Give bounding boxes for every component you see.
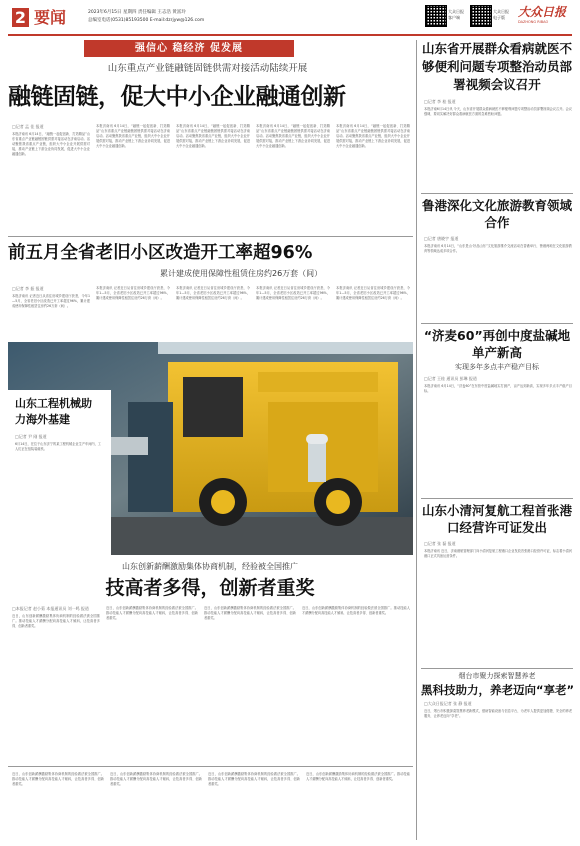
right-article2-body: 本报济南讯 6月14日，“山东是山·好品山东”文化旅游推介交流活动在香港举行，鲁港两地在文化旅游教育等领域达成多项合作。 [424,244,572,253]
innovation-body-col2: 近日，山东创新薪酬激励集体协商机制的经验做法被全国推广。推动技能人才薪酬分配向高技能人才倾斜，让技高者多得、创新者重奖。 [106,606,198,620]
right-article2-headline: 鲁港深化文化旅游教育领域合作 [421,198,572,230]
right-article5-headline: 黑科技助力，养老迈向“享老” [421,683,575,697]
innovation-headline: 技高者多得，创新者重奖 [105,577,315,599]
innovation-body-col4: 近日，山东创新薪酬激励集体协商机制的经验做法被全国推广。推动技能人才薪酬分配向高技能人才倾斜，让技高者多得、创新者重奖。 [302,606,410,615]
qr-caption-client: 大众日报 客户端 [448,9,464,20]
qr-code-client-icon [425,5,447,27]
qr-code-epaper-icon [470,5,492,27]
masthead [0,0,580,34]
slogan-text: 强信心 稳经济 促发展 [135,43,243,54]
right-divider-2 [421,323,573,324]
machinery-caption: 6月14日，在位于山东济宁的某工程机械企业生产车间内，工人们正在组装装载机。 [15,442,101,451]
lead-body-col4: 本报济南讯 6月14日，“融链一起促创新、打造精品”山东省重点产业链融链固链供需对接活动在济南启动。活动聚焦我省重点产业链，组织大中小企业开展供需对接，推动产业链上下游企业协同发展，促进大中小企业融通创新。 [256,124,330,148]
section-divider [8,236,413,237]
date-line: 2023年6月15日 星期四 责任编辑 王志浩 黄富玲 [88,10,186,15]
renovation-body-col5: 本报济南讯 记者近日从省住房城乡建设厅获悉，今年1—5月，全省老旧小区改造已开工率超过96%，累计建成使用保障性租赁住房约26万套（间）。 [336,286,410,300]
right-article3-headline: “济麦60”再创中度盐碱地单产新高 [423,328,571,360]
innovation-body: 近日，山东创新薪酬激励集体协商机制的经验做法被全国推广。推动技能人才薪酬分配向高技能人才倾斜，让技高者多得、创新者重奖。 [12,614,100,628]
right-article5-body: 近日，烟台市积极探索智慧养老新模式，借助智能设备与信息平台，为老年人提供更加便捷、安全的养老服务，让养老迈向“享老”。 [424,709,572,718]
right-article4-byline: □记者 张 磊 报道 [424,541,456,546]
right-divider-1 [421,193,573,194]
machinery-byline: □记者 尹 刚 报道 [15,434,47,439]
lead-headline: 融链固链，促大中小企业融通创新 [8,84,346,110]
right-article5-kicker: 烟台市聚力探索智慧养老 [458,672,536,680]
lead-byline: □记者 孟 佳 报道 [12,124,44,129]
renovation-body-col2: 本报济南讯 记者近日从省住房城乡建设厅获悉，今年1—5月，全省老旧小区改造已开工率超过96%，累计建成使用保障性租赁住房约26万套（间）。 [96,286,170,300]
machinery-headline: 山东工程机械助力海外基建 [15,397,92,426]
lead-body-col5: 本报济南讯 6月14日，“融链一起促创新、打造精品”山东省重点产业链融链固链供需对接活动在济南启动。活动聚焦我省重点产业链，组织大中小企业开展供需对接，推动产业链上下游企业协同发展，促进大中小企业融通创新。 [336,124,410,148]
renovation-byline: □记者 李 振 报道 [12,286,44,291]
bottom-divider [8,766,413,767]
innovation-footer-col4: 近日，山东创新薪酬激励集体协商机制的经验做法被全国推广。推动技能人才薪酬分配向高技能人才倾斜，让技高者多得、创新者重奖。 [306,772,410,781]
lead-body-col3: 本报济南讯 6月14日，“融链一起促创新、打造精品”山东省重点产业链融链固链供需对接活动在济南启动。活动聚焦我省重点产业链，组织大中小企业开展供需对接，推动产业链上下游企业协同发展，促进大中小企业融通创新。 [176,124,250,148]
column-separator [416,40,417,840]
right-article5-byline: □大众日报记者 张 静 报道 [424,701,472,706]
right-article2-byline: □记者 唐晓宇 报道 [424,236,459,241]
paper-logo [518,5,576,29]
right-divider-4 [421,668,573,669]
renovation-body-col4: 本报济南讯 记者近日从省住房城乡建设厅获悉，今年1—5月，全省老旧小区改造已开工率超过96%，累计建成使用保障性租赁住房约26万套（间）。 [256,286,330,300]
qr-caption-epaper: 大众日报 电子版 [493,9,509,20]
right-article3-subhead: 实现多年多点丰产稳产目标 [455,363,539,371]
lead-body: 本报济南讯 6月14日，“融链一起促创新、打造精品”山东省重点产业链融链固链供需对接活动在济南启动。活动聚焦我省重点产业链，组织大中小企业开展供需对接，推动产业链上下游企业协同发展，促进大中小企业融通创新。 [12,132,90,156]
right-article3-byline: □记者 王桂 通讯员 彭琳 报道 [424,376,477,381]
paper-logo-text: 大众日报 [518,5,567,19]
innovation-body-col3: 近日，山东创新薪酬激励集体协商机制的经验做法被全国推广。推动技能人才薪酬分配向高技能人才倾斜，让技高者多得、创新者重奖。 [204,606,296,620]
renovation-body-col3: 本报济南讯 记者近日从省住房城乡建设厅获悉，今年1—5月，全省老旧小区改造已开工率超过96%，累计建成使用保障性租赁住房约26万套（间）。 [176,286,250,300]
lead-kicker: 山东重点产业链融链固链供需对接活动陆续开展 [107,63,308,74]
renovation-subhead: 累计建成使用保障性租赁住房约26万套（间） [160,269,323,278]
renovation-body: 本报济南讯 记者近日从省住房城乡建设厅获悉，今年1—5月，全省老旧小区改造已开工率超过96%，累计建成使用保障性租赁住房约26万套（间）。 [12,294,90,308]
right-article1-headline: 山东省开展群众看病就医不够便利问题专项整治动员部署视频会议召开 [421,41,572,92]
innovation-byline: □本报记者 赵小菊 本报通讯员 刘一鸣 报道 [12,606,89,611]
right-article1-body: 本报济南6月14日讯 今天，山东省开展群众看病就医不够便利问题专项整治动员部署视频会议召开。会议强调，要切实解决好群众看病就医方面的急难愁盼问题。 [424,107,572,116]
right-article3-body: 本报济南讯 6月14日，“济麦60”在东营中度盐碱地实打测产，亩产达到新高，实现多年多点丰产稳产目标。 [424,384,572,393]
page-number: 2 [14,8,27,27]
masthead-rule [8,34,572,36]
right-article1-byline: □记者 李 桂 报道 [424,99,456,104]
right-article4-body: 本报济南讯 近日，济南港航管理部门向小清河复航工程港口企业发放首张港口经营许可证，标志着小清河港口正式具备运营条件。 [424,549,572,558]
innovation-footer-col1: 近日，山东创新薪酬激励集体协商机制的经验做法被全国推广。推动技能人才薪酬分配向高技能人才倾斜，让技高者多得、创新者重奖。 [12,772,104,786]
right-article4-headline: 山东小清河复航工程首张港口经营许可证发出 [421,503,572,535]
section-name: 要闻 [34,8,67,27]
renovation-headline: 前五月全省老旧小区改造开工率超96% [8,243,313,263]
innovation-footer-col2: 近日，山东创新薪酬激励集体协商机制的经验做法被全国推广。推动技能人才薪酬分配向高技能人才倾斜，让技高者多得、创新者重奖。 [110,772,202,786]
innovation-footer-col3: 近日，山东创新薪酬激励集体协商机制的经验做法被全国推广。推动技能人才薪酬分配向高技能人才倾斜，让技高者多得、创新者重奖。 [208,772,300,786]
paper-logo-sub: DAZHONG RIBAO [518,20,549,24]
lead-body-col2: 本报济南讯 6月14日，“融链一起促创新、打造精品”山东省重点产业链融链固链供需对接活动在济南启动。活动聚焦我省重点产业链，组织大中小企业开展供需对接，推动产业链上下游企业协同发展，促进大中小企业融通创新。 [96,124,170,148]
innovation-kicker: 山东创新薪酬激励集体协商机制，经验被全国推广 [122,562,298,571]
contact-line: 总编室电话(0531)85193500 E-mail:dzrjyw@126.com [88,18,205,23]
right-divider-3 [421,498,573,499]
